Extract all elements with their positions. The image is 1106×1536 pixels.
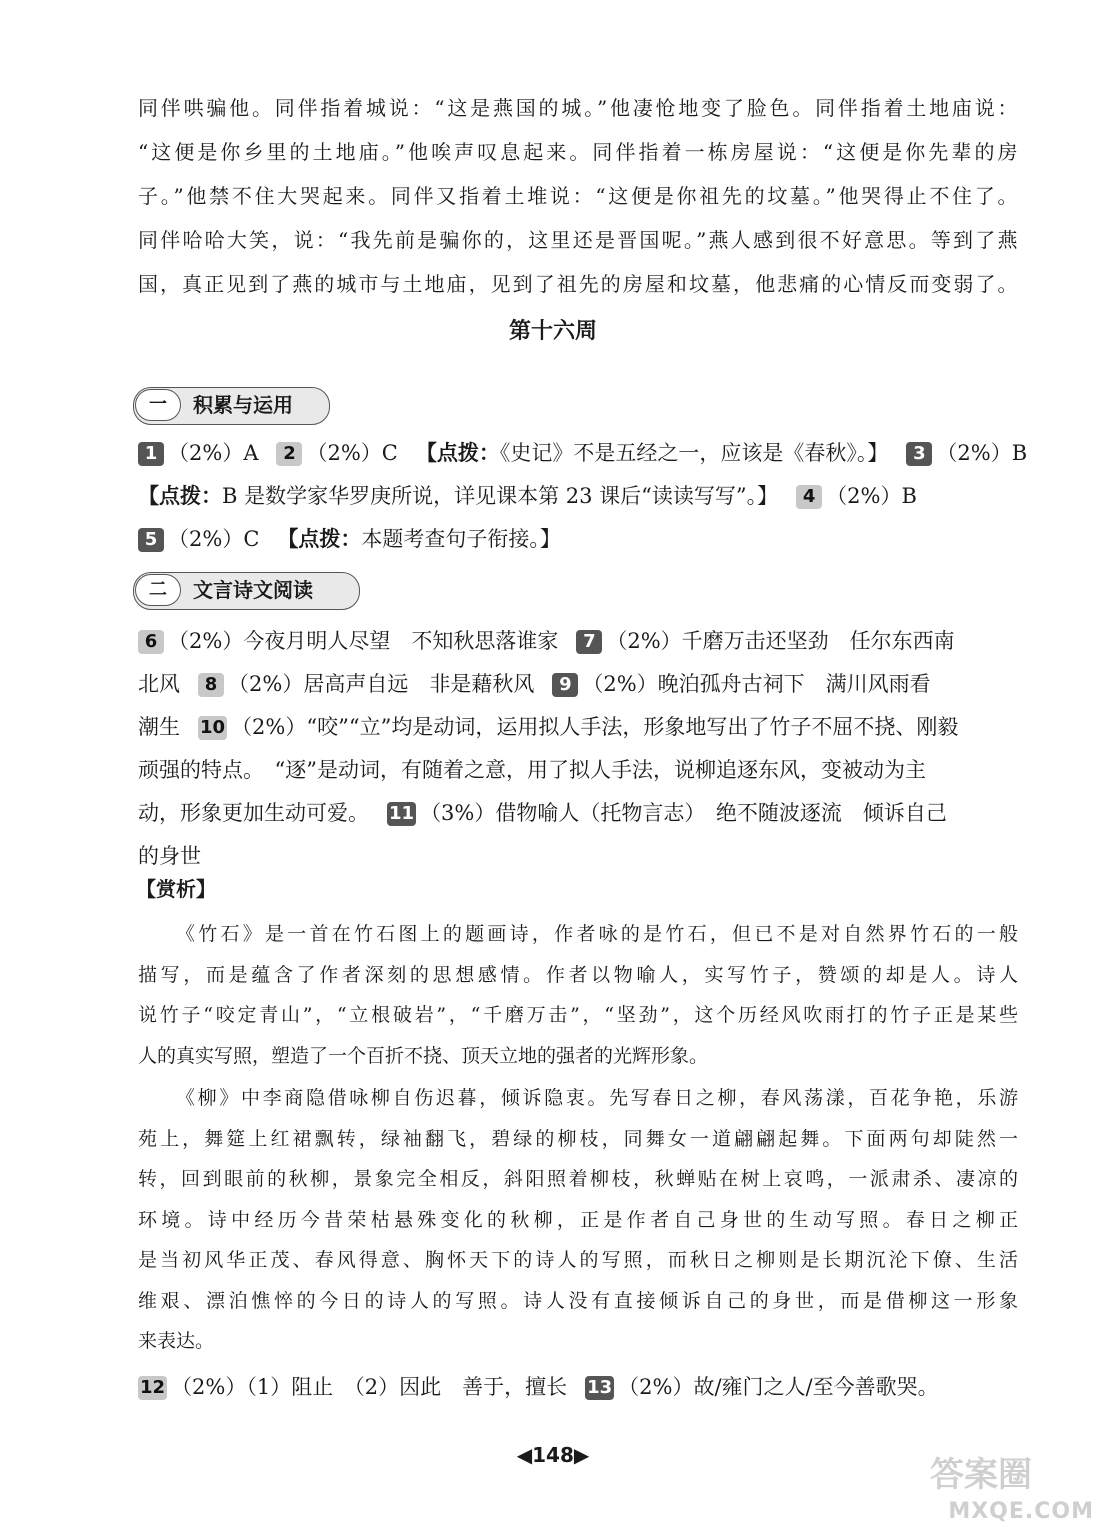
watermark-text: 答案圈 <box>930 1455 1032 1495</box>
question-number-badge: 10 <box>200 717 226 738</box>
answer-text: 潮生 <box>138 715 180 739</box>
answer-text: （2%）B <box>936 441 1028 465</box>
question-number-badge: 5 <box>138 528 164 552</box>
hint-text: 本题考查句子衔接。】 <box>361 527 561 551</box>
appreciation-paragraph-2 <box>138 1078 1018 1362</box>
question-number-badge: 13 <box>587 1377 613 1398</box>
question-number-badge: 11 <box>389 803 415 824</box>
hint-label: 【点拨： <box>415 441 500 465</box>
answer-text: （2%）（1）阻止 （2）因此 善于，擅长 <box>171 1375 568 1399</box>
intro-story-paragraph <box>138 86 1018 306</box>
answer-text: （2%）千磨万击还坚劲 任尔东西南 <box>606 629 955 653</box>
section-number: 二 <box>135 574 181 606</box>
text-line: 维艰、漂泊憔悴的今日的诗人的写照。诗人没有直接倾诉自己的身世，而是借柳这一形象 <box>138 1289 1018 1312</box>
question-number-badge: 7 <box>576 630 602 654</box>
watermark-logo <box>930 1455 1100 1530</box>
answer-row <box>138 432 1028 475</box>
hint-label: 【点拨： <box>138 484 222 508</box>
question-number-badge: 4 <box>796 485 822 509</box>
answer-row <box>138 475 1018 518</box>
answer-row <box>138 1366 1018 1409</box>
question-number-badge: 2 <box>276 442 302 466</box>
text-line: 苑上，舞筵上红裙飘转，绿袖翻飞，碧绿的柳枝，同舞女一道翩翩起舞。下面两句却陡然一 <box>138 1127 1018 1150</box>
answer-text: （2%）今夜月明人尽望 不知秋思落谁家 <box>168 629 559 653</box>
answer-row <box>138 518 1018 561</box>
text-line: 子。”他禁不住大哭起来。同伴又指着土堆说：“这便是你祖先的坟墓。”他哭得止不住了。 <box>138 184 1018 208</box>
answer-text: （2%）A <box>168 441 259 465</box>
section1-answers <box>138 432 1028 561</box>
text-line: 转，回到眼前的秋柳，景象完全相反，斜阳照着柳枝，秋蝉贴在树上哀鸣，一派肃杀、凄凉的 <box>138 1168 1018 1190</box>
section-title: 积累与运用 <box>193 393 293 417</box>
answer-row: 的身世 <box>138 844 201 868</box>
answer-text: 动，形象更加生动可爱。 <box>138 801 369 825</box>
answer-row <box>138 663 1018 706</box>
answer-text: （2%）“咬”“立”均是动词，运用拟人手法，形象地写出了竹子不屈不挠、刚毅 <box>231 715 959 739</box>
answer-text: （2%）B <box>826 484 917 508</box>
text-line: 同伴哄骗他。同伴指着城说：“这是燕国的城。”他凄怆地变了脸色。同伴指着土地庙说： <box>138 96 1018 120</box>
question-number-badge: 1 <box>138 442 164 466</box>
week-title: 第十六周 <box>508 319 597 344</box>
answer-text: （2%）故/雍门之人/至今善歌哭。 <box>618 1375 939 1399</box>
answer-text: （2%）晚泊孤舟古祠下 满川风雨看 <box>582 672 931 696</box>
text-line: “这便是你乡里的土地庙。”他唉声叹息起来。同伴指着一栋房屋说：“这便是你先辈的房 <box>138 140 1018 164</box>
hint-text: B 是数学家华罗庚所说，详见课本第 23 课后“读读写写”。】 <box>222 484 779 508</box>
answer-row <box>138 792 1018 835</box>
section2-answers <box>138 620 1018 878</box>
answer-text: （2%）居高声自远 非是藉秋风 <box>228 672 535 696</box>
appreciation-label: 【赏析】 <box>136 877 216 901</box>
question-number-badge: 6 <box>138 630 164 654</box>
text-line: 环境。诗中经历今昔荣枯悬殊变化的秋柳，正是作者自己身世的生动写照。春日之柳正 <box>138 1208 1018 1231</box>
text-line: 同伴哈哈大笑，说：“我先前是骗你的，这里还是晋国呢。”燕人感到很不好意思。等到了燕 <box>138 228 1018 252</box>
final-answers <box>138 1366 1018 1409</box>
section-title: 文言诗文阅读 <box>193 578 313 602</box>
answer-text: 北风 <box>138 672 180 696</box>
answer-row <box>138 620 1018 663</box>
text-line: 国，真正见到了燕的城市与土地庙，见到了祖先的房屋和坟墓，他悲痛的心情反而变弱了。 <box>138 272 1018 296</box>
section-number: 一 <box>135 389 181 421</box>
text-line: 《竹石》是一首在竹石图上的题画诗，作者咏的是竹石，但已不是对自然界竹石的一般 <box>176 923 1018 945</box>
question-number-badge: 3 <box>906 442 932 466</box>
question-number-badge: 12 <box>140 1377 166 1398</box>
answer-row: 顽强的特点。 “逐”是动词，有随着之意，用了拟人手法，说柳追逐东风，变被动为主 <box>138 758 926 782</box>
text-line: 是当初风华正茂、春风得意、胸怀天下的诗人的写照，而秋日之柳则是长期沉沦下僚、生活 <box>138 1249 1018 1271</box>
text-line: 描写，而是蕴含了作者深刻的思想感情。作者以物喻人，实写竹子，赞颂的却是人。诗人 <box>138 963 1018 986</box>
text-line: 人的真实写照，塑造了一个百折不挠、顶天立地的强者的光辉形象。 <box>138 1044 709 1067</box>
page-number: ◀148▶ <box>516 1443 590 1467</box>
question-number-badge: 8 <box>198 673 224 697</box>
text-line: 来表达。 <box>138 1330 215 1352</box>
question-number-badge: 9 <box>552 673 578 697</box>
answer-text: （2%）C <box>306 441 398 465</box>
answer-text: （3%）借物喻人（托物言志） 绝不随波逐流 倾诉自己 <box>420 801 947 825</box>
hint-label: 【点拨： <box>277 527 362 551</box>
text-line: 《柳》中李商隐借咏柳自伤迟暮，倾诉隐衷。先写春日之柳，春风荡漾，百花争艳，乐游 <box>176 1087 1018 1109</box>
hint-text: 《史记》不是五经之一，应该是《春秋》。】 <box>499 441 889 465</box>
text-line: 说竹子“咬定青山”，“立根破岩”，“千磨万击”，“坚劲”，这个历经风吹雨打的竹子正是某些 <box>138 1004 1018 1026</box>
answer-row <box>138 706 1018 749</box>
watermark-url: MXQE.COM <box>948 1499 1094 1524</box>
answer-text: （2%）C <box>168 527 260 551</box>
appreciation-paragraph-1 <box>138 914 1018 1076</box>
